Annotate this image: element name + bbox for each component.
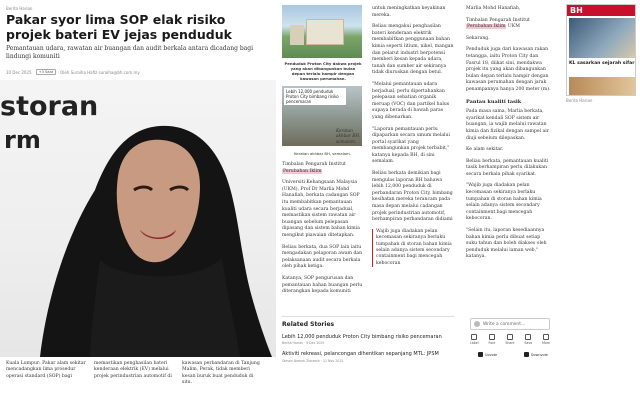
paragraph: Ke alam sekitar. [466, 147, 504, 153]
share-icon [507, 334, 513, 340]
related-story-item[interactable] [282, 334, 454, 345]
article-action-bar [470, 334, 550, 345]
housing-area-photo [282, 5, 362, 58]
paragraph: Timbalan Pengarah Institut [282, 162, 346, 167]
epaper-thumbnail[interactable] [566, 4, 636, 96]
subheading: Pantau kualiti tasik [466, 98, 522, 105]
paragraph: Universiti Kebangsaan Malaysia (UKM), Prof Dr Marlia Mohd Hanafiah, berkata cadangan SOP itu membabitkan pemantauan kualiti udara secara berjadual, memastikan sistem rawatan air buangan sebelum pelepasan dipasang dan sistem bahan kimia mengikut piawaian ditetapkan. [282, 180, 360, 238]
epaper-source: Berita Harian [566, 98, 593, 103]
clipping-side-caption: Keratan akhbar BH, semalam. [336, 128, 361, 144]
epaper-masthead: BH [567, 5, 635, 16]
building-shape [306, 19, 344, 45]
continuation-text [466, 6, 552, 266]
more-button[interactable]: More [542, 334, 550, 345]
paragraph: Sekarang. [466, 35, 490, 41]
downvote-button[interactable]: Downvote [524, 352, 548, 357]
paragraph: Katanya, SOP pengurusan dan pemantauan bahan buangan perlu diterangkan kepada komuniti [282, 275, 363, 295]
related-story-title[interactable]: Lebih 12,000 penduduk Proton City bimbang risiko pencemaran [282, 334, 442, 340]
paragraph: "Selain itu, laporan kesediaannya bahan kimia perlu dibuat setiap suku tahun dan boleh diakses oleh penduduk melalui laman web," katanya. [466, 228, 547, 260]
body-text-column-b [372, 6, 454, 267]
vote-bar [478, 352, 548, 357]
lead-paragraph: memastikan penghasilan bateri kenderaan elektrik (EV) melalui projek perindustrian automotif di [94, 361, 172, 379]
thumbs-up-icon [478, 352, 483, 357]
person-silhouette [0, 80, 276, 357]
comment-placeholder: Write a comment... [483, 321, 526, 327]
article-body-column [280, 0, 456, 407]
article-author[interactable]: Oleh Suraiha Hafiz suraiha@bh.com.my [60, 69, 140, 75]
paragraph: Penduduk juga dari kawasan rakan tetangga, iaitu Proton City dan Fasrul 18, diikat sini, mendakwa projek itu yang akan dibangunkan bulan depan terlalu hampir dengan kawasan perumahan dengan jarak penampannya hanya 200 meter (m). [466, 47, 551, 92]
section-label: Berita Harian [6, 6, 33, 11]
paragraph: Beliau mengakui penghasilan bateri kenderaan elektrik membabitkan penggunaan bahan kimia seperti litium, nikel, mangan dan pelarut industri berpotensi memberi kesan kepada udara, tanah dan sumber air sekiranya tidak diuruskan dengan betul. [372, 24, 454, 76]
related-story-source: Stesen Bomoh Ziarawih · 11 Nov 2025 [282, 358, 344, 363]
article-subtitle: Pemantauan udara, rawatan air buangan dan audit berkala antara dicadang bagi lindungi komuniti [6, 45, 253, 60]
lead-paragraph: kawasan perbandaran di Tanjung Malim, Perak, tidak memberi kesan buruk buat penduduk di situ. [182, 361, 260, 386]
paragraph: UKM [507, 24, 520, 30]
portrait-photo [0, 80, 276, 357]
pull-quote: Wajib juga diadakan pelan kecemasan sekiranya berlaku tumpahan di storan bahan kimia selain adanya sistem secondary containment bagi mencegah kebocoran [372, 229, 454, 267]
tag-icon [471, 334, 477, 340]
paragraph: Pada masa sama, Marlia berkata, syarikat kendali SOP sistem air buangan, ia wajib melalui rawatan kimia dan fizikal dengan sampel air diuji sebelum dilepaskan. [466, 109, 549, 141]
article-lead-columns [6, 361, 272, 387]
paragraph: Timbalan Pengarah Institut [466, 17, 530, 23]
avatar [474, 321, 480, 327]
font-size-icon [489, 334, 495, 340]
related-story-title[interactable]: Aktiviti rekreasi, pelancongan dihentikan sepanjang MTL: JPSM [282, 351, 439, 358]
related-stories [282, 316, 454, 369]
photo-background-text: storan [0, 91, 99, 122]
paragraph: Beliau berkata demikian bagi mengulas laporan BH bahawa lebih 12,000 penduduk di perbandaran Proton City, bimbang kesihatan mereka terancam pada masa depan melalui cadangan projek perindustrian automotif, berhampiran perbandaran didiami [372, 171, 453, 223]
paragraph: "Melalui pemantauan udara berjadual, perlu dipertahankan pelepasan sebatian organik meruap (VOC) dan partikel halus supaya berada di bawah paras yang dibenarkan. [372, 81, 450, 120]
meta-badge: +3 Saat [36, 69, 57, 75]
epaper-cover-image [569, 18, 635, 58]
paragraph: untuk meningkatkan keyakinan mereka. [372, 6, 446, 18]
upvote-button[interactable]: Upvote [478, 352, 497, 357]
photo-caption: Keratan akhbar BH, semalam. [294, 151, 351, 156]
paragraph: "Wajib juga diadakan pelan kecemasan sekiranya berlaku tumpahan di storan bahan kimia selain adanya sistem secondary containment bagi mencegah kebocoran. [466, 183, 542, 222]
body-text-column-a [282, 162, 364, 301]
comment-input[interactable] [470, 318, 550, 330]
epaper-cover-image [569, 77, 635, 95]
more-icon [543, 334, 549, 340]
article-continuation-column [464, 0, 640, 407]
highlighted-text[interactable]: Perubahan Iklim [467, 24, 506, 30]
related-stories-title: Related Stories [282, 321, 335, 328]
clipping-headline: Lebih 12,000 penduduk Proton City bimbang risiko pencemaran [284, 88, 346, 105]
label-button[interactable]: Label [470, 334, 479, 345]
lead-paragraph: Kuala Lumpur: Pakar alam sekitar mencadangkan lima prosedur operasi standard (SOP) bagi [6, 361, 86, 379]
article-title: Pakar syor lima SOP elak risiko projek bateri EV jejas penduduk [6, 12, 232, 42]
paragraph: "Laporan pemantauan perlu dipaparkan secara umum melalui portal syarikat yang membangunkan projek terbabit," katanya kepada BH, di sini semalam. [372, 126, 450, 165]
thumbs-down-icon [524, 352, 529, 357]
article-date: 10 Dec 2025 [6, 69, 32, 75]
article-meta [6, 69, 140, 75]
share-button[interactable]: Share [505, 334, 514, 345]
paragraph: Beliau berkata, pemantauan kualiti tasik berhampiran perlu dilakukan secara berkala pihak syarikat. [466, 158, 549, 177]
photo-caption: Penduduk Proton City dakwa projek yang akan dibangunkan bulan depan terlalu hampir dengan kawasan perumahan. [284, 61, 362, 81]
related-story-source: Berita Harian · 9 Dec 2025 [282, 341, 325, 346]
highlighted-text[interactable]: Perubahan Iklim [283, 168, 322, 174]
photo-background-text: rm [4, 126, 41, 154]
related-story-item[interactable] [282, 351, 454, 362]
save-button[interactable]: Save [524, 334, 532, 345]
paragraph: Marlia Mohd Hanafiah, [466, 6, 521, 11]
bookmark-icon [525, 334, 531, 340]
building-shape [290, 25, 304, 45]
paragraph: Beliau berkata, dua SOP lain iaitu mengadakan pelaporan awam dan pelaksanaan audit secara berkala oleh pihak ketiga. [282, 244, 363, 270]
epaper-headline: KL sasarkan sejarah sifar [569, 61, 635, 66]
font-button[interactable]: Font [488, 334, 495, 345]
main-article-column [0, 0, 276, 407]
